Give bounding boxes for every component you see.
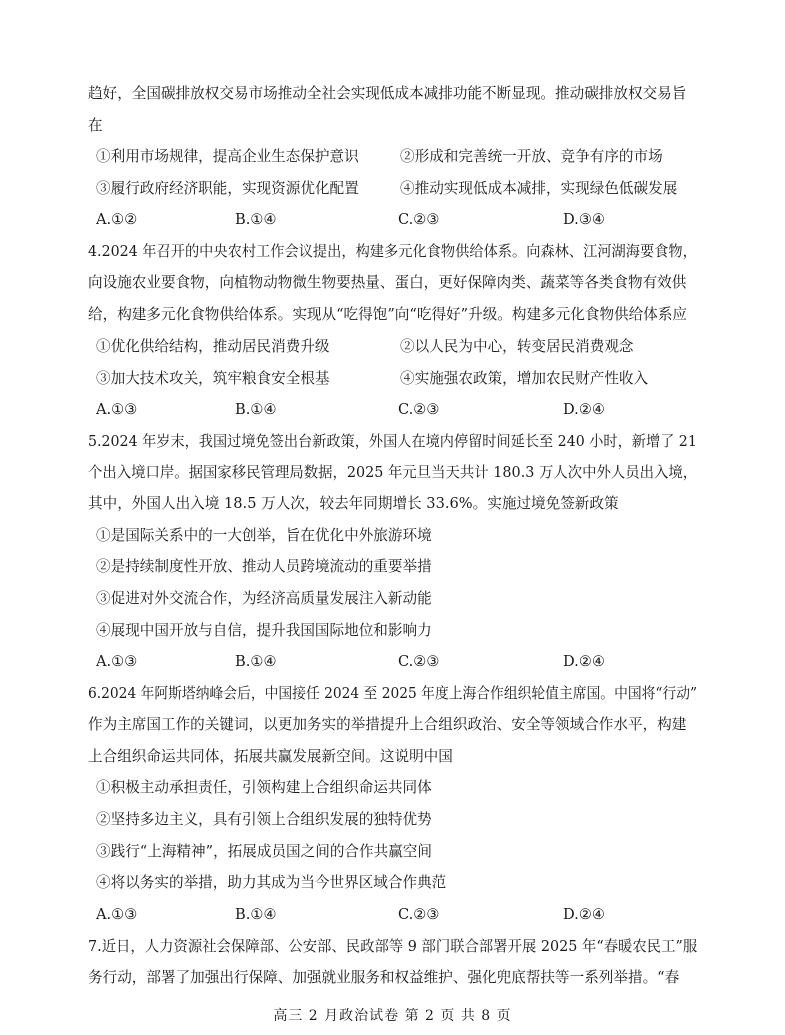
q6-option-2: ②坚持多边主义，具有引领上合组织发展的独特优势	[96, 811, 432, 828]
q4-stem-line-3: 给，构建多元化食物供给体系。实现从“吃得饱”向“吃得好”升级。构建多元化食物供给体系应	[88, 306, 688, 323]
q4-answer-c: C.②③	[398, 401, 440, 418]
q4-option-3: ③加大技术攻关，筑牢粮食安全根基	[96, 370, 330, 387]
q5-stem-line-2: 个出入境口岸。据国家移民管理局数据，2025 年元旦当天共计 180.3 万人次中外人员出入境，	[88, 464, 698, 481]
q5-answer-c: C.②③	[398, 653, 440, 670]
q3-answer-d: D.③④	[563, 211, 605, 228]
q5-option-4: ④展现中国开放与自信，提升我国国际地位和影响力	[96, 622, 432, 639]
q6-stem-line-1: 6.2024 年阿斯塔纳峰会后，中国接任 2024 至 2025 年度上海合作组织轮值主席国。中国将“行动”	[88, 685, 698, 702]
q3-option-4: ④推动实现低成本减排，实现绿色低碳发展	[400, 180, 678, 197]
q4-stem-line-2: 向设施农业要食物，向植物动物微生物要热量、蛋白，更好保障肉类、蔬菜等各类食物有效供	[88, 274, 687, 291]
q6-answer-c: C.②③	[398, 906, 440, 923]
q6-answer-b: B.①④	[235, 906, 277, 923]
q4-answer-a: A.①③	[96, 401, 138, 418]
q5-stem-line-1: 5.2024 年岁末，我国过境免签出台新政策，外国人在境内停留时间延长至 240 小时，新增了 21	[88, 433, 697, 450]
q6-stem-line-2: 作为主席国工作的关键词，以更加务实的举措提升上合组织政治、安全等领域合作水平，构建	[88, 716, 687, 733]
q7-stem-line-2: 务行动，部署了加强出行保障、加强就业服务和权益维护、强化兜底帮扶等一系列举措。“春	[88, 969, 680, 986]
q6-option-3: ③践行“上海精神”，拓展成员国之间的合作共赢空间	[96, 843, 432, 860]
q5-answer-b: B.①④	[235, 653, 277, 670]
q4-option-1: ①优化供给结构，推动居民消费升级	[96, 338, 330, 355]
page-footer: 高三 2 月政治试卷 第 2 页 共 8 页	[273, 1008, 512, 1024]
q3-option-2: ②形成和完善统一开放、竞争有序的市场	[400, 148, 663, 165]
q3-answer-a: A.①②	[96, 211, 138, 228]
q4-option-4: ④实施强农政策，增加农民财产性收入	[400, 370, 649, 387]
q6-option-4: ④将以务实的举措，助力其成为当今世界区域合作典范	[96, 874, 447, 891]
q6-stem-line-3: 上合组织命运共同体，拓展共赢发展新空间。这说明中国	[88, 748, 453, 765]
q4-answer-d: D.②④	[563, 401, 605, 418]
q4-stem-line-1: 4.2024 年召开的中央农村工作会议提出，构建多元化食物供给体系。向森林、江河湖海要食物，	[88, 243, 697, 260]
q4-option-2: ②以人民为中心，转变居民消费观念	[400, 338, 634, 355]
q3-stem-line-1: 趋好，全国碳排放权交易市场推动全社会实现低成本减排功能不断显现。推动碳排放权交易旨	[88, 85, 687, 102]
q5-answer-d: D.②④	[563, 653, 605, 670]
q7-stem-line-1: 7.近日，人力资源社会保障部、公安部、民政部等 9 部门联合部署开展 2025 年“春暖农民工”服	[88, 938, 698, 955]
q3-option-1: ①利用市场规律，提高企业生态保护意识	[96, 148, 359, 165]
q5-option-3: ③促进对外交流合作，为经济高质量发展注入新动能	[96, 590, 432, 607]
q5-answer-a: A.①③	[96, 653, 138, 670]
q5-option-1: ①是国际关系中的一大创举，旨在优化中外旅游环境	[96, 527, 432, 544]
q6-answer-a: A.①③	[96, 906, 138, 923]
q6-answer-d: D.②④	[563, 906, 605, 923]
q3-option-3: ③履行政府经济职能，实现资源优化配置	[96, 180, 359, 197]
q3-answer-b: B.①④	[235, 211, 277, 228]
q5-stem-line-3: 其中，外国人出入境 18.5 万人次，较去年同期增长 33.6%。实施过境免签新政策	[88, 495, 619, 512]
q3-stem-line-2: 在	[88, 117, 103, 134]
q4-answer-b: B.①④	[235, 401, 277, 418]
q3-answer-c: C.②③	[398, 211, 440, 228]
q5-option-2: ②是持续制度性开放、推动人员跨境流动的重要举措	[96, 558, 432, 575]
q6-option-1: ①积极主动承担责任，引领构建上合组织命运共同体	[96, 779, 432, 796]
